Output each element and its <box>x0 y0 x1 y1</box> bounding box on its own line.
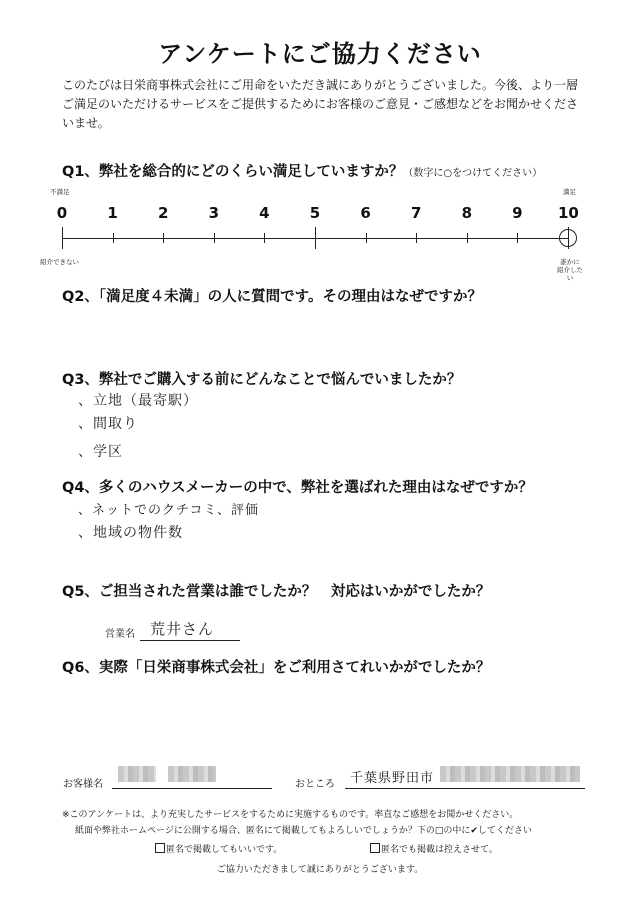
anonymous-option-ok <box>155 842 282 855</box>
address-underline <box>345 788 585 789</box>
scale-number-1[interactable]: 1 <box>107 204 118 222</box>
question-1 <box>62 160 542 181</box>
anonymous-ok-checkbox[interactable] <box>155 843 165 853</box>
q3-answer-1: 、立地（最寄駅） <box>78 393 198 409</box>
customer-name-label: お客様名 <box>63 779 103 790</box>
address-label: おところ <box>295 779 335 790</box>
q3-answer-2: 、間取り <box>78 416 138 432</box>
sales-name-label: 営業名 <box>105 629 135 640</box>
scale-number-2[interactable]: 2 <box>157 204 169 222</box>
sales-name-underline <box>140 640 240 641</box>
scale-left-top-label: 不満足 <box>50 188 70 196</box>
page-title: アンケートにご協力ください <box>158 40 482 68</box>
scale-right-bottom-line1: 誰かに <box>560 258 580 266</box>
address-redacted <box>440 766 580 782</box>
q4-answer-2: 、地域の物件数 <box>78 525 183 541</box>
scale-tick-8 <box>467 233 468 243</box>
intro-text: このたびは日栄商事株式会社にご用命をいただき誠にありがとうございました。今後、より一層ご満足のいただけるサービスをご提供するためにお客様のご意見・ご感想などをお聞かせくださいませ。 <box>62 78 579 130</box>
question-5: Q5、ご担当された営業は誰でしたか？ 対応はいかがでしたか？ <box>62 584 491 600</box>
question-1-note: （数字に○をつけてください） <box>403 168 543 179</box>
scale-number-10[interactable]: 10 <box>558 204 579 222</box>
customer-name-redacted-2 <box>168 766 216 782</box>
scale-tick-3 <box>214 233 215 243</box>
question-3: Q3、弊社でご購入する前にどんなことで悩んでいましたか？ <box>62 372 462 388</box>
customer-name-redacted <box>118 766 156 782</box>
scale-right-top-label: 満足 <box>563 188 576 196</box>
selected-circle-mark <box>559 229 577 247</box>
scale-tick-2 <box>163 233 164 243</box>
address-value: 千葉県野田市 <box>350 771 435 786</box>
anonymous-decline-checkbox[interactable] <box>370 843 380 853</box>
scale-number-6[interactable]: 6 <box>360 204 371 222</box>
scale-number-3[interactable]: 3 <box>208 204 220 222</box>
scale-tick-0 <box>62 227 63 249</box>
scale-tick-1 <box>113 233 114 243</box>
question-2: Q2、「満足度４未満」の人に質問です。その理由はなぜですか？ <box>62 289 483 305</box>
anonymous-decline-label: 匿名でも掲載は控えさせて。 <box>381 845 498 855</box>
scale-number-9[interactable]: 9 <box>512 204 523 222</box>
sales-name-value: 荒井さん <box>150 620 215 638</box>
scale-tick-4 <box>264 233 265 243</box>
question-4: Q4、多くのハウスメーカーの中で、弊社を選ばれた理由はなぜですか？ <box>62 480 533 496</box>
thanks-text: ご協力いただきまして誠にありがとうございます。 <box>216 865 424 875</box>
scale-number-7[interactable]: 7 <box>410 204 422 222</box>
scale-right-bottom-label <box>557 258 583 282</box>
anonymous-option-decline <box>370 842 498 855</box>
scale-left-bottom-label: 紹介できない <box>40 258 79 266</box>
q4-answer-1: 、ネットでのクチコミ、評価 <box>78 503 259 518</box>
scale-number-4[interactable]: 4 <box>259 204 270 222</box>
scale-tick-6 <box>366 233 367 243</box>
scale-tick-7 <box>416 233 417 243</box>
question-1-text: Q1、弊社を総合的にどのくらい満足していますか？ <box>62 164 404 180</box>
scale-number-0[interactable]: 0 <box>56 204 68 222</box>
question-6: Q6、実際「日栄商事株式会社」をご利用さてれいかがでしたか？ <box>62 660 491 676</box>
footer-note-1: ※このアンケートは、より充実したサービスをするために実施するものです。率直なご感想をお聞かせください。 <box>62 810 519 820</box>
scale-tick-5 <box>315 227 316 249</box>
scale-number-8[interactable]: 8 <box>461 204 473 222</box>
q3-answer-3: 、学区 <box>78 444 123 460</box>
anonymous-ok-label: 匿名で掲載してもいいです。 <box>166 845 283 855</box>
scale-number-5[interactable]: 5 <box>309 204 321 222</box>
customer-name-underline <box>112 788 272 789</box>
scale-right-bottom-line2: 紹介したい <box>557 266 583 282</box>
scale-tick-9 <box>517 233 518 243</box>
footer-note-2: 紙面や弊社ホームページに公開する場合、匿名にて掲載してもよろしいでしょうか？下の□の中に✔してください <box>75 826 532 836</box>
